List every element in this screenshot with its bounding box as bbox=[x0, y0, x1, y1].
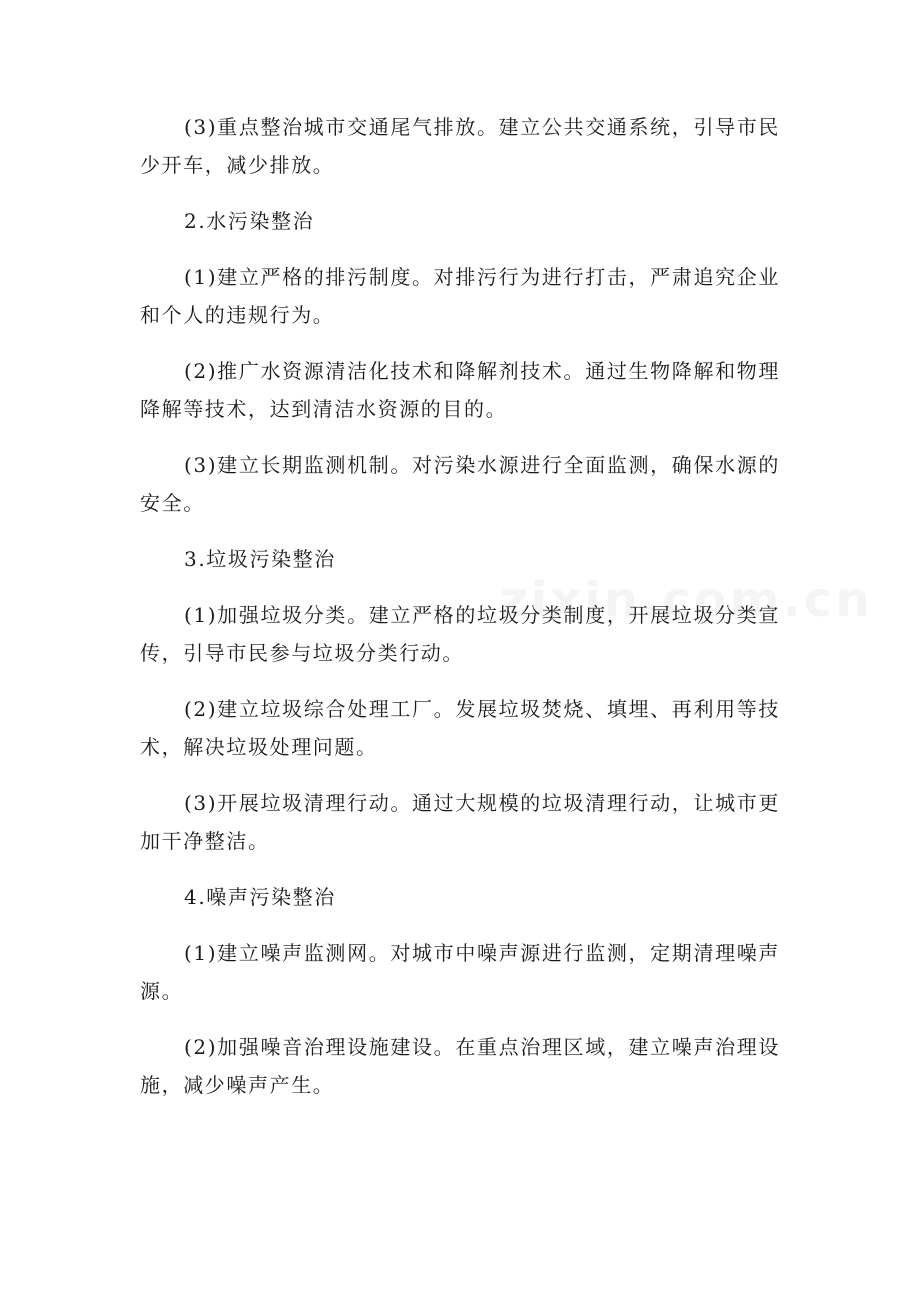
document-body bbox=[140, 108, 780, 1122]
paragraph-noise-2: (2)加强噪音治理设施建设。在重点治理区域，建立噪声治理设施，减少噪声产生。 bbox=[140, 1035, 780, 1097]
paragraph-water-1: (1)建立严格的排污制度。对排污行为进行打击，严肃追究企业和个人的违规行为。 bbox=[140, 265, 780, 327]
section-heading-water: 2.水污染整治 bbox=[184, 209, 315, 233]
paragraph-garbage-2: (2)建立垃圾综合处理工厂。发展垃圾焚烧、填埋、再利用等技术，解决垃圾处理问题。 bbox=[140, 697, 780, 759]
paragraph-noise-1: (1)建立噪声监测网。对城市中噪声源进行监测，定期清理噪声源。 bbox=[140, 941, 780, 1003]
paragraph-water-2: (2)推广水资源清洁化技术和降解剂技术。通过生物降解和物理降解等技术，达到清洁水资源的目的。 bbox=[140, 359, 780, 421]
section-heading-noise: 4.噪声污染整治 bbox=[184, 885, 336, 909]
paragraph-traffic-emission: (3)重点整治城市交通尾气排放。建立公共交通系统，引导市民少开车，减少排放。 bbox=[140, 115, 780, 177]
paragraph-garbage-3: (3)开展垃圾清理行动。通过大规模的垃圾清理行动，让城市更加干净整洁。 bbox=[140, 791, 780, 853]
paragraph-water-3: (3)建立长期监测机制。对污染水源进行全面监测，确保水源的安全。 bbox=[140, 453, 780, 515]
section-heading-garbage: 3.垃圾污染整治 bbox=[184, 547, 336, 571]
paragraph-garbage-1: (1)加强垃圾分类。建立严格的垃圾分类制度，开展垃圾分类宣传，引导市民参与垃圾分类行动。 bbox=[140, 603, 780, 665]
